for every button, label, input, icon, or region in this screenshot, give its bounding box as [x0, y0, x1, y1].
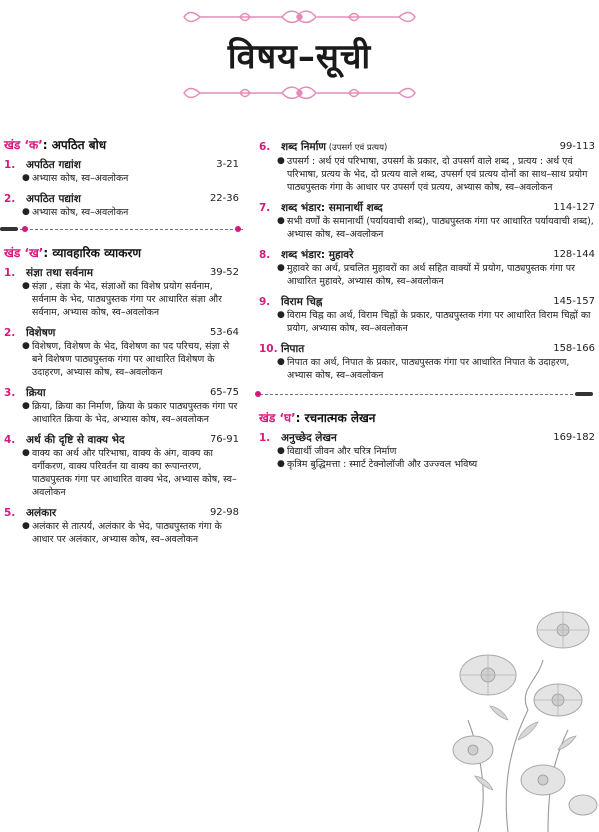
top-ornament [0, 6, 599, 28]
toc-entry[interactable] [255, 295, 599, 335]
title-block [0, 0, 599, 112]
entry-topic: सभी वर्णों के समानार्थी (पर्यायवाची शब्द), पाठ्यपुस्तक गंगा पर आधारित पर्यायवाची शब्द), अभ्यास कोष, स्व–अवलोकन [287, 216, 594, 240]
entry-topic: विद्यार्थी जीवन और चरित्र निर्माण [287, 446, 397, 457]
entry-pages: 3-21 [216, 159, 239, 170]
entry-title: संज्ञा तथा सर्वनाम [26, 267, 94, 279]
entry-pages: 128-144 [553, 249, 595, 260]
entry-number: 1. [259, 432, 271, 444]
section-heading-gha [255, 407, 599, 425]
entry-number: 10. [259, 343, 278, 355]
page-title: विषय–सूची [227, 37, 372, 77]
bullet-icon: ● [22, 281, 30, 291]
entry-topic: वाक्य का अर्थ और परिभाषा, वाक्य के अंग, वाक्य का वर्गीकरण, वाक्य परिवर्तन या वाक्य का रूपान्तरण, पाठ्यपुस्तक गंगा पर आधारित वाक्य भेद, अभ्यास कोष, स्व–अवलोकन [32, 448, 237, 498]
toc-entry[interactable] [0, 433, 243, 499]
entry-title: शब्द भंडार: समानार्थी शब्द [281, 202, 383, 214]
bullet-icon: ● [22, 401, 30, 411]
entry-title: विराम चिह्न [281, 296, 323, 308]
entry-number: 3. [4, 387, 16, 399]
section-title: : अपठित बोध [42, 138, 107, 152]
entry-pages: 169-182 [553, 432, 595, 443]
entry-title: क्रिया [26, 387, 46, 399]
entry-topic: अलंकार से तात्पर्य, अलंकार के भेद, पाठ्यपुस्तक गंगा के आधार पर अलंकार, अभ्यास कोष, स्व–अवलोकन [32, 521, 222, 545]
entry-topic: संज्ञा , संज्ञा के भेद, संज्ञाओं का विशेष प्रयोग सर्वनाम, सर्वनाम के भेद, पाठ्यपुस्तक गंगा पर आधारित संज्ञा और सर्वनाम, अभ्यास कोष, स्व–अवलोकन [32, 281, 222, 318]
toc-entry[interactable] [0, 326, 243, 379]
entry-pages: 92-98 [209, 507, 239, 518]
toc-entry[interactable] [0, 506, 243, 546]
section-divider [255, 394, 593, 395]
section-title: : रचनात्मक लेखन [295, 411, 376, 425]
entry-number: 1. [4, 267, 16, 279]
entry-topic: कृत्रिम बुद्धिमत्ता : स्मार्ट टेक्नोलॉजी और उज्ज्वल भविष्य [287, 459, 478, 470]
section-title: : व्यावहारिक व्याकरण [43, 246, 142, 260]
toc-entry[interactable] [0, 386, 243, 426]
entry-topic: विशेषण, विशेषण के भेद, विशेषण का पद परिचय, संज्ञा से बने विशेषण पाठ्यपुस्तक गंगा पर आधारित विशेषण के उदाहरण, अभ्यास कोष, स्व–अवलोकन [32, 341, 230, 378]
section-label: खंड ‘क’ [4, 138, 43, 152]
entry-pages: 65-75 [209, 387, 239, 398]
entry-pages: 99-113 [559, 141, 595, 152]
entry-pages: 76-91 [209, 434, 239, 445]
toc-entry[interactable] [255, 248, 599, 288]
entry-number: 2. [4, 193, 16, 205]
entry-title: विशेषण [26, 327, 56, 339]
left-column [0, 134, 243, 553]
section-label: खंड ‘घ’ [259, 411, 296, 425]
entry-topic: अभ्यास कोष, स्व–अवलोकन [32, 207, 129, 218]
entry-pages: 39-52 [209, 267, 239, 278]
bullet-icon: ● [277, 216, 285, 226]
entry-title: अपठित पद्यांश [26, 193, 81, 205]
entry-pages: 158-166 [553, 343, 595, 354]
entry-title: अलंकार [26, 507, 57, 519]
entry-number: 6. [259, 141, 271, 153]
entry-title: शब्द भंडार: मुहावरे [281, 249, 354, 261]
entry-pages: 114-127 [553, 202, 595, 213]
bullet-icon: ● [277, 357, 285, 367]
entry-title: अनुच्छेद लेखन [281, 432, 337, 444]
toc-entry[interactable] [0, 192, 243, 219]
toc-entry[interactable] [0, 158, 243, 185]
bullet-icon: ● [277, 459, 285, 469]
entry-topic: उपसर्ग : अर्थ एवं परिभाषा, उपसर्ग के प्रकार, दो उपसर्ग वाले शब्द , प्रत्यय : अर्थ एवं परिभाषा, प्रत्यय के भेद, दो प्रत्यय वाले शब्द, उपसर्ग एवं प्रत्यय दोनों का साथ–साथ प्रयोग पाठ्यपुस्तक गंगा के आधार पर उपसर्ग एवं प्रत्यय, अभ्यास कोष, स्व–अवलोकन [287, 156, 588, 193]
entry-number: 4. [4, 434, 16, 446]
right-column [255, 140, 599, 478]
toc-entry[interactable] [0, 266, 243, 319]
toc-entry[interactable] [255, 140, 599, 194]
section-divider [0, 229, 243, 230]
entry-title: अर्थ की दृष्टि से वाक्य भेद [26, 434, 125, 446]
bullet-icon: ● [277, 446, 285, 456]
entry-number: 1. [4, 159, 16, 171]
bullet-icon: ● [22, 173, 30, 183]
entry-topic: विराम चिह्न का अर्थ, विराम चिह्नों के प्रकार, पाठ्यपुस्तक गंगा पर आधारित विराम चिह्नों का प्रयोग, अभ्यास कोष, स्व–अवलोकन [287, 310, 591, 334]
entry-number: 7. [259, 202, 271, 214]
section-heading-kha [0, 242, 243, 260]
entry-topic: अभ्यास कोष, स्व–अवलोकन [32, 173, 129, 184]
entry-number: 5. [4, 507, 16, 519]
bullet-icon: ● [277, 156, 285, 166]
bottom-ornament [0, 82, 599, 104]
section-label: खंड ‘ख’ [4, 246, 44, 260]
entry-number: 9. [259, 296, 271, 308]
toc-entry[interactable] [255, 201, 599, 241]
bullet-icon: ● [277, 263, 285, 273]
bullet-icon: ● [22, 207, 30, 217]
entry-title: शब्द निर्माण [281, 141, 327, 153]
entry-subtitle: (उपसर्ग एवं प्रत्यय) [326, 143, 388, 153]
bullet-icon: ● [22, 448, 30, 458]
entry-topic: मुहावरे का अर्थ, प्रचलित मुहावरों का अर्थ सहित वाक्यों में प्रयोग, पाठ्यपुस्तक गंगा पर आधारित मुहावरे, अभ्यास कोष, स्व–अवलोकन [287, 263, 575, 287]
entry-topic: क्रिया, क्रिया का निर्माण, क्रिया के प्रकार पाठ्यपुस्तक गंगा पर आधारित क्रिया के भेद, अभ्यास कोष, स्व–अवलोकन [32, 401, 238, 425]
bullet-icon: ● [22, 521, 30, 531]
flower-illustration [448, 590, 599, 832]
entry-topic: निपात का अर्थ, निपात के प्रकार, पाठ्यपुस्तक गंगा पर आधारित निपात के उदाहरण, अभ्यास कोष, स्व–अवलोकन [287, 357, 570, 381]
entry-number: 8. [259, 249, 271, 261]
entry-number: 2. [4, 327, 16, 339]
entry-title: निपात [281, 343, 305, 355]
section-heading-ka [0, 134, 243, 152]
toc-entry[interactable] [255, 431, 599, 471]
entry-pages: 53-64 [209, 327, 239, 338]
bullet-icon: ● [22, 341, 30, 351]
toc-entry[interactable] [255, 342, 599, 382]
entry-title: अपठित गद्यांश [26, 159, 81, 171]
bullet-icon: ● [277, 310, 285, 320]
entry-pages: 145-157 [553, 296, 595, 307]
entry-pages: 22-36 [209, 193, 239, 204]
